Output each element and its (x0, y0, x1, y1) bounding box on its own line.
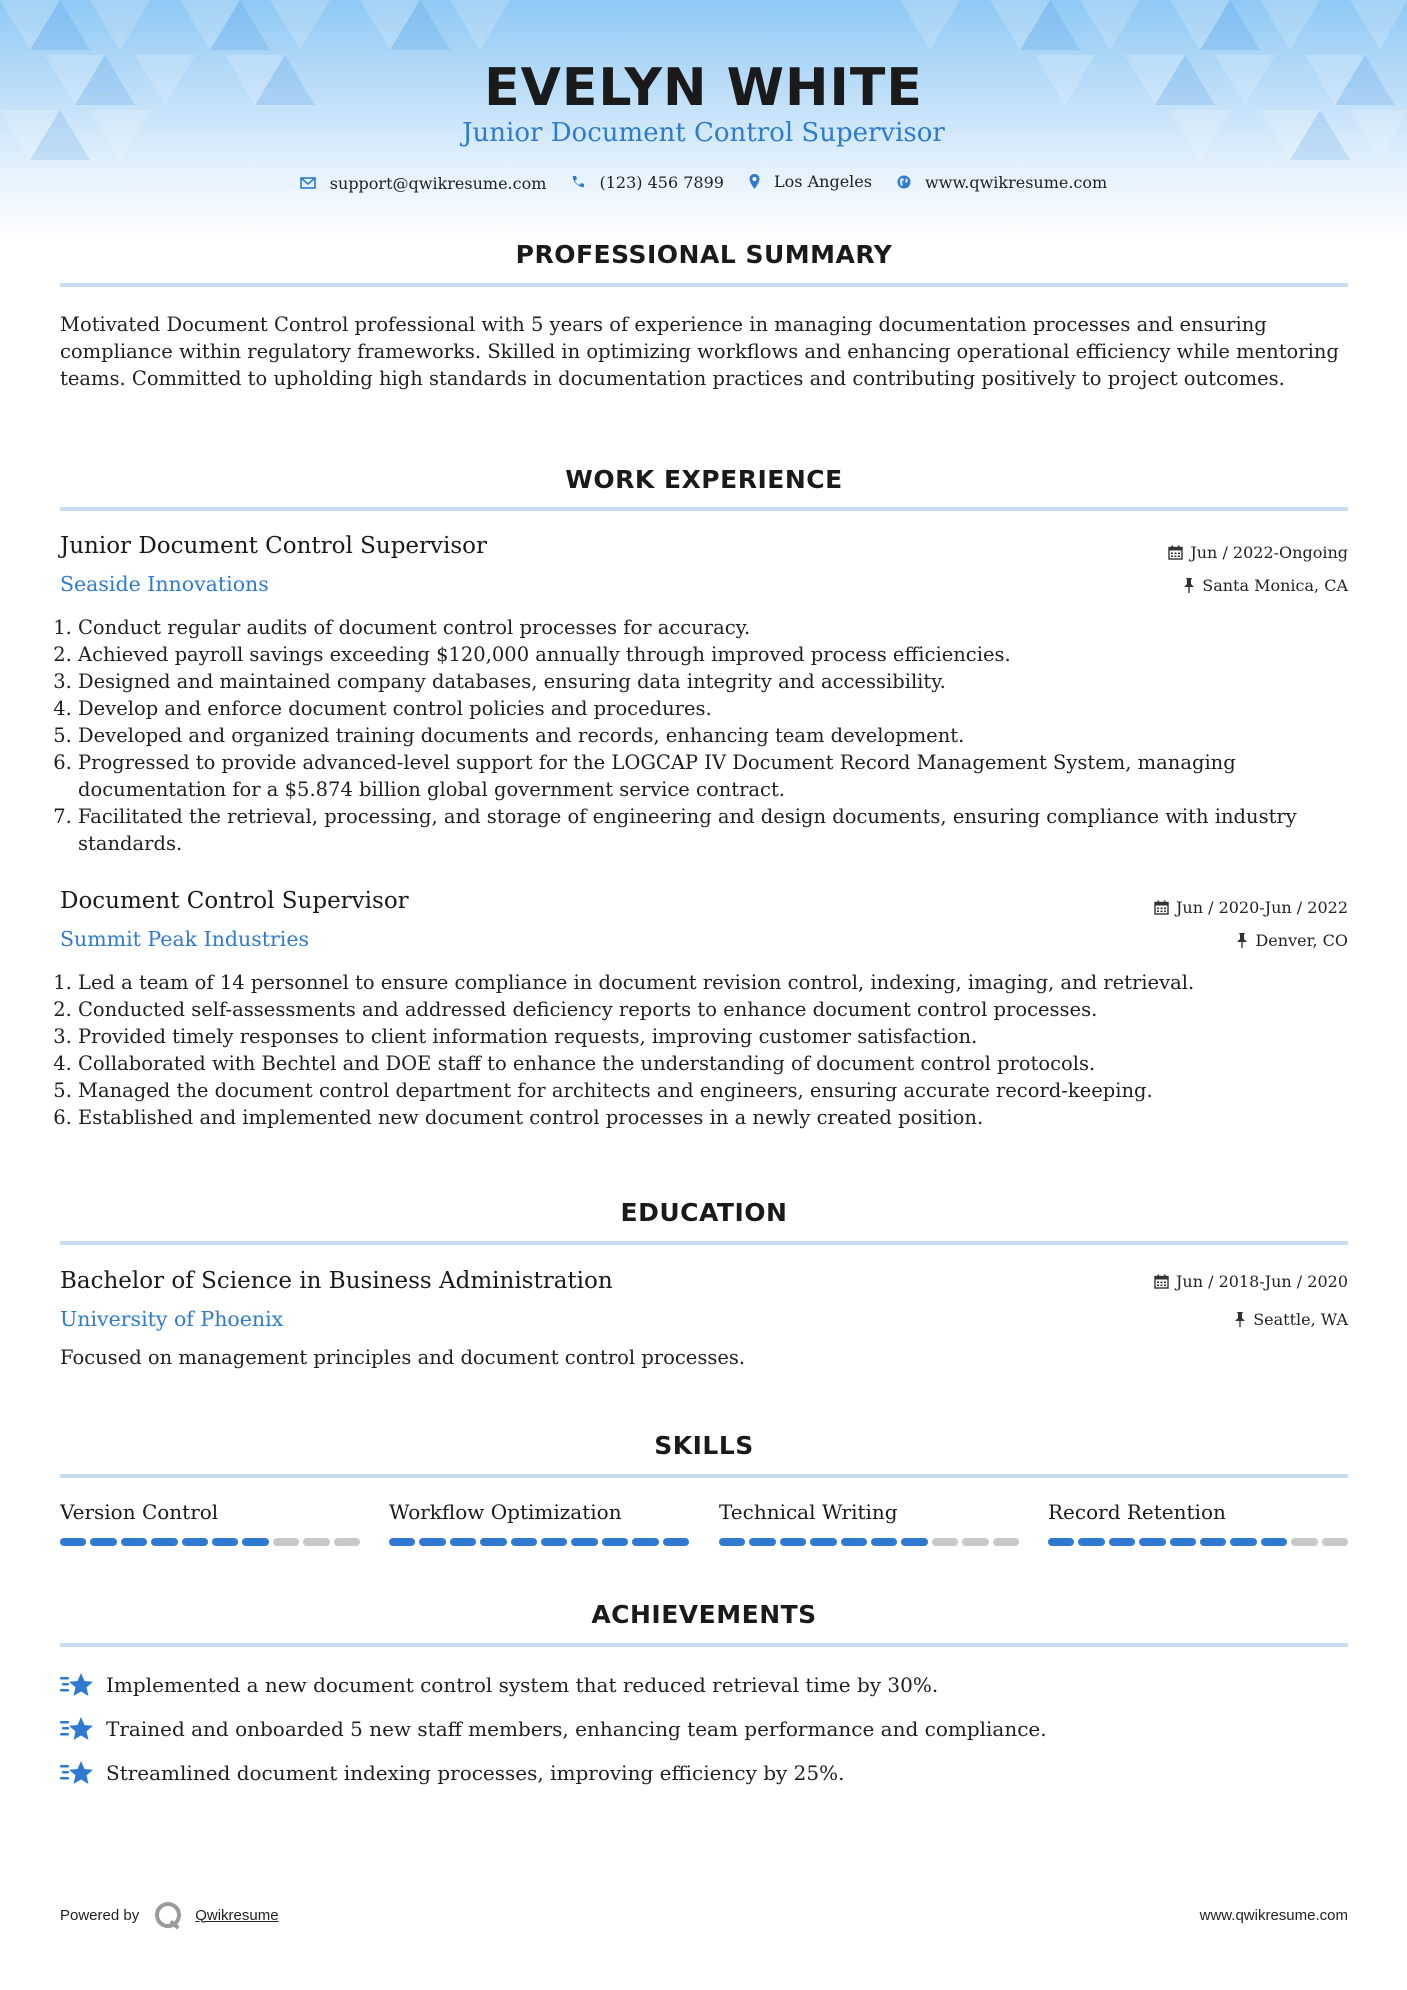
company-name: Seaside Innovations (60, 572, 269, 596)
qwikresume-logo-icon (153, 1900, 187, 1930)
skill-dot-empty (273, 1538, 299, 1546)
job-location-text: Santa Monica, CA (1202, 576, 1348, 595)
list-item: 6. Progressed to provide advanced-level support for the LOGCAP IV Document Record Management System, managing documentation for a $5.874 billion global government service contract. (78, 749, 1368, 803)
skill-dot-filled (60, 1538, 86, 1546)
job-location-text: Denver, CO (1255, 931, 1348, 950)
skill-name: Technical Writing (719, 1500, 898, 1524)
list-item: 6. Established and implemented new document control processes in a newly created position. (78, 1104, 1368, 1131)
skill-name: Version Control (60, 1500, 219, 1524)
pushpin-icon (1236, 933, 1248, 948)
skill-dot-filled (541, 1538, 567, 1546)
skill-dot-filled (810, 1538, 836, 1546)
powered-by-label: Powered by (60, 1906, 140, 1924)
skill-dot-filled (749, 1538, 775, 1546)
skill-dot-empty (1322, 1538, 1348, 1546)
experience-divider (60, 507, 1348, 511)
contact-phone[interactable] (571, 173, 723, 192)
shooting-star-icon (60, 1759, 94, 1787)
list-item: 3. Provided timely responses to client information requests, improving customer satisfaction. (78, 1023, 1368, 1050)
skill-rating (389, 1538, 689, 1546)
contact-location (749, 172, 872, 191)
experience-heading: WORK EXPERIENCE (565, 465, 843, 494)
list-item: 1. Led a team of 14 personnel to ensure compliance in document revision control, indexing, imaging, and retrieval. (78, 969, 1368, 996)
phone-text: (123) 456 7899 (599, 172, 724, 192)
skill-item (1048, 1500, 1348, 1546)
candidate-name: EVELYN WHITE (484, 58, 923, 118)
job-location (1236, 931, 1348, 950)
achievement-item (60, 1759, 1350, 1787)
skill-dot-filled (389, 1538, 415, 1546)
contact-website[interactable] (897, 173, 1107, 192)
skill-rating (719, 1538, 1019, 1546)
achievements-divider (60, 1643, 1348, 1647)
skill-dot-filled (1048, 1538, 1074, 1546)
skill-dot-filled (719, 1538, 745, 1546)
achievement-text: Trained and onboarded 5 new staff members, enhancing team performance and compliance. (106, 1717, 1047, 1741)
globe-icon (897, 175, 911, 189)
skill-dot-filled (841, 1538, 867, 1546)
skill-dot-filled (1261, 1538, 1287, 1546)
phone-icon (571, 175, 585, 189)
brand-link[interactable]: Qwikresume (195, 1906, 279, 1924)
shooting-star-icon (60, 1715, 94, 1743)
skill-dot-filled (90, 1538, 116, 1546)
skill-dot-filled (511, 1538, 537, 1546)
list-item: 4. Collaborated with Bechtel and DOE staff to enhance the understanding of document control protocols. (78, 1050, 1368, 1077)
skill-dot-filled (780, 1538, 806, 1546)
list-item: 5. Managed the document control department for architects and engineers, ensuring accurate record-keeping. (78, 1077, 1368, 1104)
map-pin-icon (749, 174, 760, 189)
job-title: Junior Document Control Supervisor (60, 533, 488, 559)
calendar-icon (1154, 1274, 1169, 1289)
job-title: Document Control Supervisor (60, 888, 409, 914)
website-text: www.qwikresume.com (925, 172, 1108, 192)
list-item: 3. Designed and maintained company databases, ensuring data integrity and accessibility. (78, 668, 1368, 695)
job-location (1183, 576, 1348, 595)
skill-dot-empty (962, 1538, 988, 1546)
school-name: University of Phoenix (60, 1307, 284, 1331)
skill-dot-filled (212, 1538, 238, 1546)
footer-powered-by (60, 1900, 279, 1930)
achievements-heading: ACHIEVEMENTS (591, 1600, 817, 1629)
summary-heading: PROFESSIONAL SUMMARY (515, 240, 893, 269)
skill-dot-filled (1078, 1538, 1104, 1546)
skill-dot-empty (1291, 1538, 1317, 1546)
skill-dot-filled (1200, 1538, 1226, 1546)
skill-dot-empty (303, 1538, 329, 1546)
achievement-item (60, 1715, 1350, 1743)
skill-item (60, 1500, 360, 1546)
calendar-icon (1168, 545, 1183, 560)
location-text: Los Angeles (774, 172, 872, 191)
job-dates (1154, 898, 1348, 917)
skill-dot-filled (632, 1538, 658, 1546)
summary-text: Motivated Document Control professional with 5 years of experience in managing documentation processes and ensuring compliance within regulatory frameworks. Skilled in optimizing workflows and enhancing operational efficiency while mentoring teams. Committed to upholding high standards in documentation practices and contributing positively to project outcomes. (60, 313, 1339, 390)
footer-website[interactable]: www.qwikresume.com (1199, 1907, 1348, 1924)
skill-dot-filled (419, 1538, 445, 1546)
skill-dot-filled (242, 1538, 268, 1546)
education-divider (60, 1241, 1348, 1245)
skill-rating (60, 1538, 360, 1546)
skills-divider (60, 1474, 1348, 1478)
list-item: 4. Develop and enforce document control policies and procedures. (78, 695, 1368, 722)
candidate-title: Junior Document Control Supervisor (462, 118, 945, 148)
summary-divider (60, 283, 1348, 287)
contact-bar (0, 172, 1407, 193)
skills-heading: SKILLS (654, 1431, 754, 1460)
skill-dot-empty (334, 1538, 360, 1546)
skill-dot-empty (932, 1538, 958, 1546)
skill-dot-filled (121, 1538, 147, 1546)
company-name: Summit Peak Industries (60, 927, 309, 951)
job-dates (1168, 543, 1348, 562)
education-dates (1154, 1272, 1348, 1291)
education-description: Focused on management principles and document control processes. (60, 1346, 746, 1369)
degree-title: Bachelor of Science in Business Administration (60, 1268, 613, 1294)
skill-dot-filled (151, 1538, 177, 1546)
skill-dot-filled (901, 1538, 927, 1546)
achievement-text: Implemented a new document control system that reduced retrieval time by 30%. (106, 1673, 939, 1697)
skill-dot-filled (450, 1538, 476, 1546)
education-heading: EDUCATION (620, 1198, 788, 1227)
skill-dot-empty (993, 1538, 1019, 1546)
achievement-item (60, 1671, 1350, 1699)
skill-dot-filled (1170, 1538, 1196, 1546)
skill-dot-filled (871, 1538, 897, 1546)
skill-dot-filled (602, 1538, 628, 1546)
skill-dot-filled (571, 1538, 597, 1546)
pushpin-icon (1234, 1312, 1246, 1327)
email-text: support@qwikresume.com (329, 173, 547, 193)
shooting-star-icon (60, 1671, 94, 1699)
skill-name: Record Retention (1048, 1500, 1226, 1524)
skill-dot-filled (182, 1538, 208, 1546)
skill-dot-filled (480, 1538, 506, 1546)
skill-dot-filled (1139, 1538, 1165, 1546)
list-item: 2. Achieved payroll savings exceeding $120,000 annually through improved process efficiencies. (78, 641, 1368, 668)
pushpin-icon (1183, 578, 1195, 593)
job-bullets (60, 969, 1368, 1131)
job-dates-text: Jun / 2020-Jun / 2022 (1175, 898, 1348, 917)
skill-dot-filled (1230, 1538, 1256, 1546)
list-item: 7. Facilitated the retrieval, processing, and storage of engineering and design documents, ensuring compliance with industry standards. (78, 803, 1368, 857)
job-bullets (60, 614, 1368, 857)
skill-dot-filled (663, 1538, 689, 1546)
skill-rating (1048, 1538, 1348, 1546)
list-item: 1. Conduct regular audits of document control processes for accuracy. (78, 614, 1368, 641)
education-location-text: Seattle, WA (1253, 1310, 1348, 1329)
envelope-icon (300, 177, 316, 189)
achievement-text: Streamlined document indexing processes, improving efficiency by 25%. (106, 1761, 845, 1785)
skill-dot-filled (1109, 1538, 1135, 1546)
skill-name: Workflow Optimization (389, 1500, 622, 1524)
skill-item (389, 1500, 689, 1546)
skill-item (719, 1500, 1019, 1546)
calendar-icon (1154, 900, 1169, 915)
education-location (1234, 1310, 1348, 1329)
list-item: 2. Conducted self-assessments and addressed deficiency reports to enhance document control processes. (78, 996, 1368, 1023)
education-dates-text: Jun / 2018-Jun / 2020 (1175, 1272, 1348, 1291)
job-dates-text: Jun / 2022-Ongoing (1190, 543, 1348, 562)
list-item: 5. Developed and organized training documents and records, enhancing team development. (78, 722, 1368, 749)
contact-email[interactable] (300, 174, 547, 193)
